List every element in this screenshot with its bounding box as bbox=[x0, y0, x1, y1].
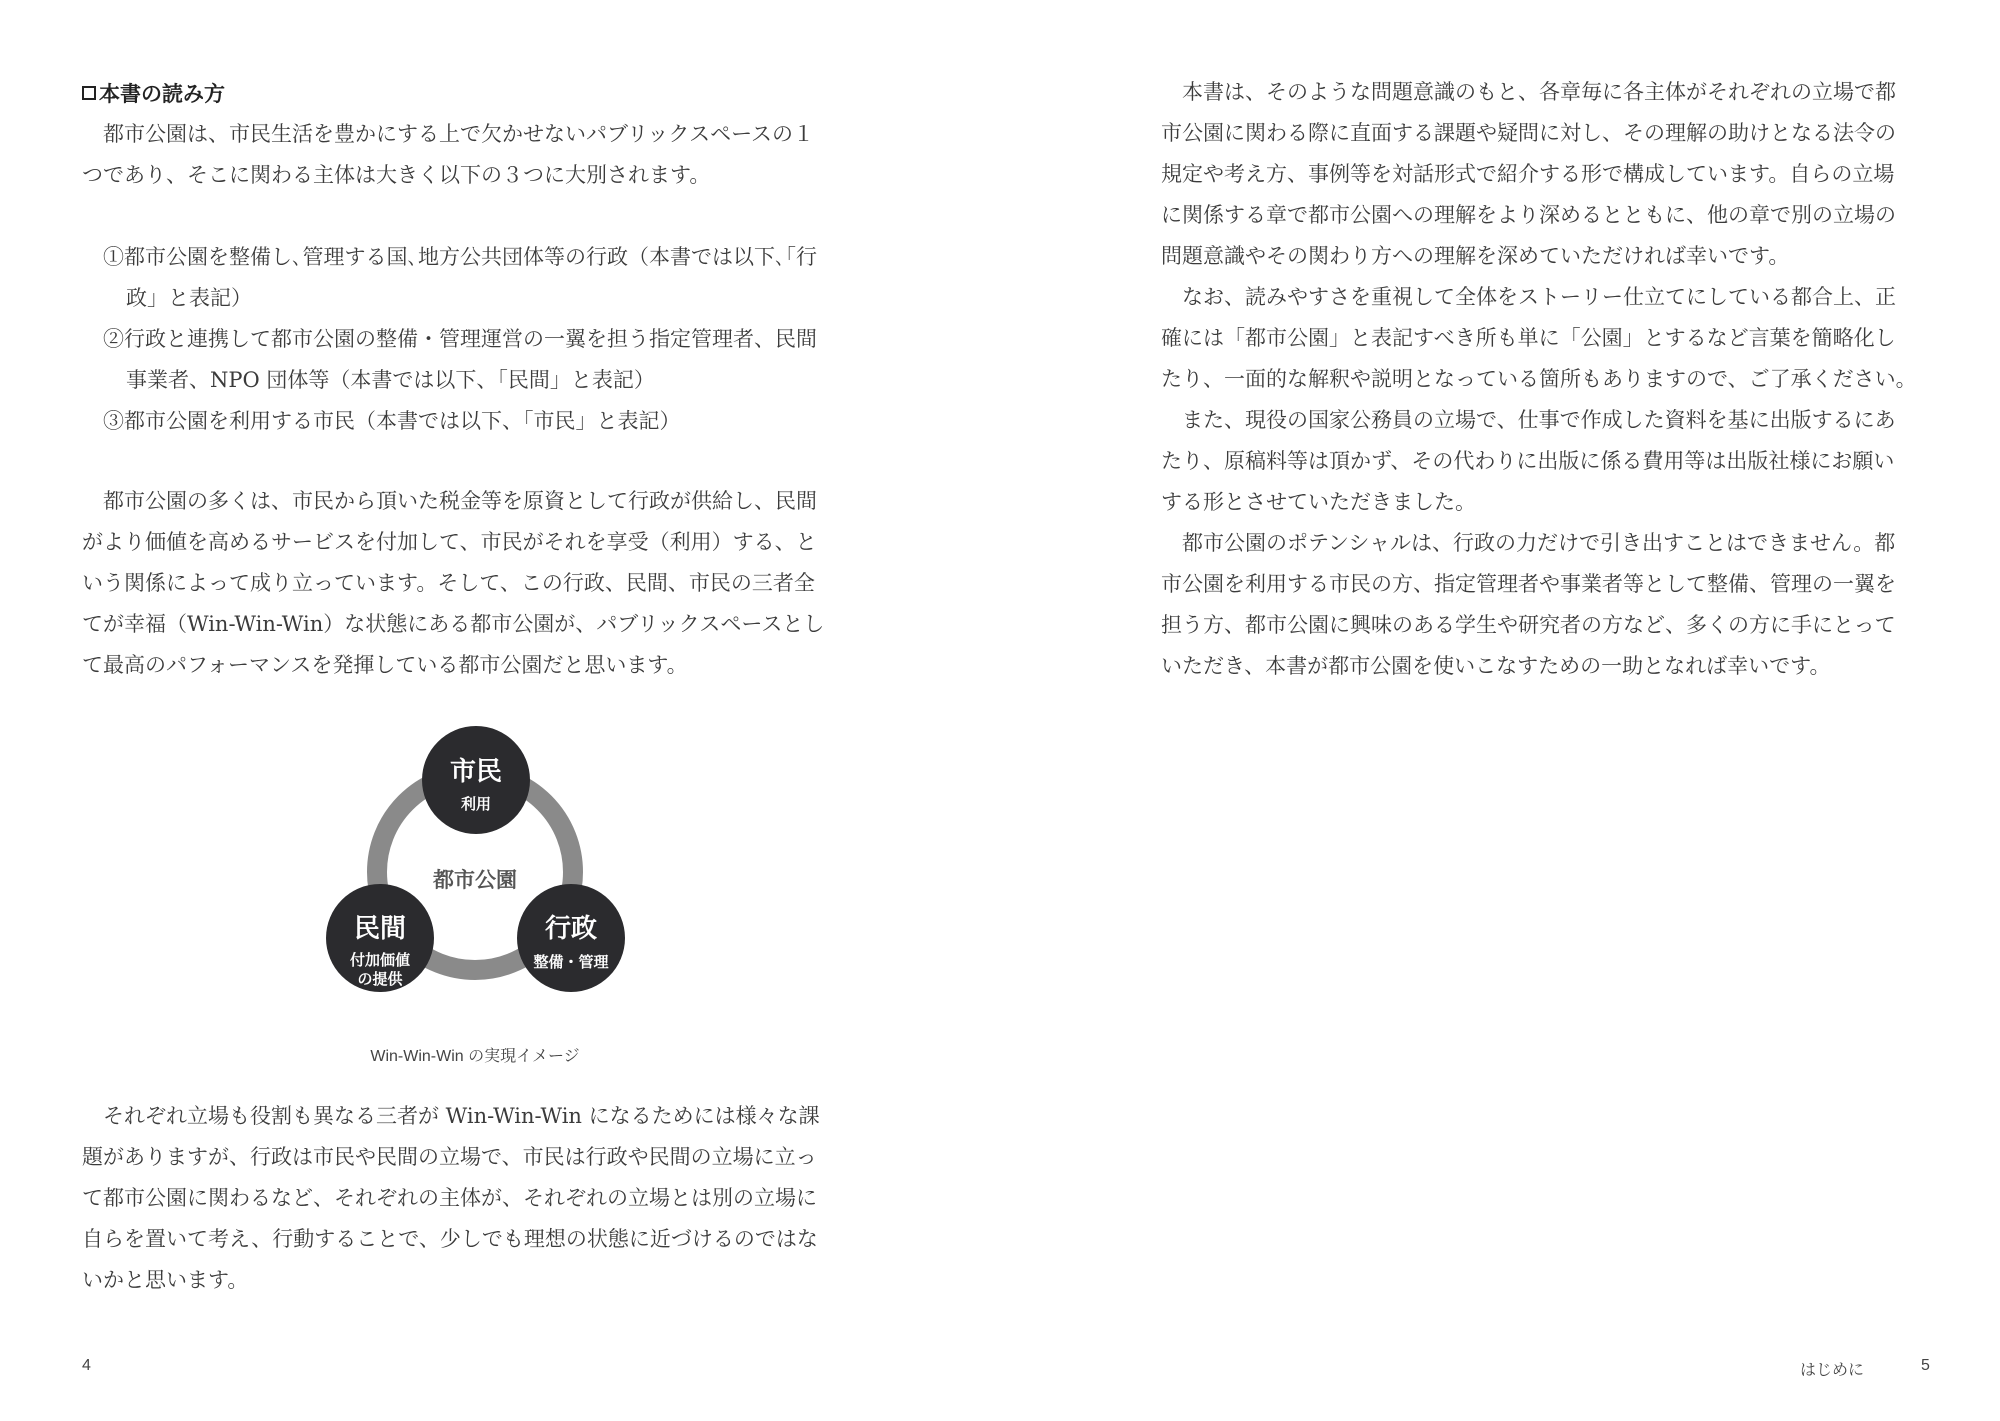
text-line: また、現役の国家公務員の立場で、仕事で作成した資料を基に出版するにあ bbox=[1182, 408, 1896, 432]
running-head: はじめに bbox=[1800, 1360, 1865, 1379]
list-item-continuation: 政」と表記） bbox=[126, 286, 252, 310]
text-line: て最高のパフォーマンスを発揮している都市公園だと思います。 bbox=[82, 653, 688, 677]
text-line: て都市公園に関わるなど、それぞれの主体が、それぞれの立場とは別の立場に bbox=[82, 1186, 817, 1210]
text-line: 都市公園は、市民生活を豊かにする上で欠かせないパブリックスペースの１ bbox=[103, 122, 815, 146]
text-line: 市公園を利用する市民の方、指定管理者や事業者等として整備、管理の一翼を bbox=[1161, 572, 1896, 596]
text-line: たり、一面的な解釈や説明となっている箇所もありますので、ご了承ください。 bbox=[1161, 367, 1917, 391]
body-paragraph bbox=[1161, 277, 1917, 400]
text-line: いかと思います。 bbox=[82, 1268, 249, 1292]
diagram-center-label: 都市公園 bbox=[433, 868, 517, 892]
text-line: 都市公園の多くは、市民から頂いた税金等を原資として行政が供給し、民間 bbox=[103, 489, 817, 513]
text-line: たり、原稿料等は頂かず、その代わりに出版に係る費用等は出版社様にお願い bbox=[1161, 449, 1895, 473]
text-line: なお、読みやすさを重視して全体をストーリー仕立てにしている都合上、正 bbox=[1182, 285, 1896, 309]
text-line: つであり、そこに関わる主体は大きく以下の３つに大別されます。 bbox=[82, 163, 711, 187]
right-page bbox=[1000, 0, 2000, 1421]
text-line: 確には「都市公園」と表記すべき所も単に「公園」とするなど言葉を簡略化し bbox=[1161, 326, 1896, 350]
body-paragraph bbox=[1161, 523, 1896, 687]
node-private-title: 民間 bbox=[353, 914, 407, 944]
body-paragraph bbox=[1161, 72, 1896, 277]
closing-paragraph bbox=[82, 1096, 820, 1301]
diagram-svg bbox=[315, 725, 635, 1005]
text-line: がより価値を高めるサービスを付加して、市民がそれを享受（利用）する、と bbox=[82, 530, 817, 554]
text-line: 市公園に関わる際に直面する課題や疑問に対し、その理解の助けとなる法令の bbox=[1161, 121, 1896, 145]
node-government-sub: 整備・管理 bbox=[533, 953, 609, 971]
section-heading-text: 本書の読み方 bbox=[99, 82, 225, 106]
node-private-sub1: 付加価値 bbox=[349, 951, 411, 969]
body-paragraph bbox=[82, 481, 824, 686]
text-line: 題がありますが、行政は市民や民間の立場で、市民は行政や民間の立場に立っ bbox=[82, 1145, 817, 1169]
node-private-sub2: の提供 bbox=[357, 970, 403, 988]
node-government-title: 行政 bbox=[544, 914, 598, 944]
section-heading bbox=[82, 78, 225, 108]
win-win-win-diagram bbox=[315, 725, 635, 1005]
text-line: 問題意識やその関わり方への理解を深めていただければ幸いです。 bbox=[1161, 244, 1790, 268]
text-line: いう関係によって成り立っています。そして、この行政、民間、市民の三者全 bbox=[82, 571, 815, 595]
text-line: てが幸福（Win-Win-Win）な状態にある都市公園が、パブリックスペースとし bbox=[82, 612, 825, 636]
text-line: 自らを置いて考え、行動することで、少しでも理想の状態に近づけるのではな bbox=[82, 1227, 818, 1251]
text-line: に関係する章で都市公園への理解をより深めるとともに、他の章で別の立場の bbox=[1161, 203, 1896, 227]
list-item: ③都市公園を利用する市民（本書では以下、「市民」と表記） bbox=[103, 409, 681, 433]
text-line: 本書は、そのような問題意識のもと、各章毎に各主体がそれぞれの立場で都 bbox=[1182, 80, 1896, 104]
text-line: する形とさせていただきました。 bbox=[1161, 490, 1476, 514]
text-line: 担う方、都市公園に興味のある学生や研究者の方など、多くの方に手にとって bbox=[1161, 613, 1896, 637]
page-number-right: 5 bbox=[1921, 1357, 1930, 1374]
text-line: 都市公園のポテンシャルは、行政の力だけで引き出すことはできません。都 bbox=[1182, 531, 1896, 555]
list-item-continuation: 事業者、NPO 団体等（本書では以下、「民間」と表記） bbox=[126, 368, 655, 392]
intro-paragraph bbox=[82, 114, 814, 196]
subject-list bbox=[82, 237, 817, 442]
node-citizen-title: 市民 bbox=[449, 757, 503, 787]
list-item: ②行政と連携して都市公園の整備・管理運営の一翼を担う指定管理者、民間 bbox=[103, 327, 817, 351]
diagram-caption: Win-Win-Win の実現イメージ bbox=[370, 1048, 580, 1065]
node-citizen-sub: 利用 bbox=[460, 795, 492, 813]
text-line: それぞれ立場も役割も異なる三者が Win-Win-Win になるためには様々な課 bbox=[103, 1104, 820, 1128]
checkbox-icon bbox=[82, 86, 96, 100]
body-paragraph bbox=[1161, 400, 1896, 523]
page-number-left: 4 bbox=[82, 1357, 91, 1374]
list-item: ①都市公園を整備し､管理する国､地方公共団体等の行政（本書では以下､｢行 bbox=[103, 245, 817, 269]
text-line: 規定や考え方、事例等を対話形式で紹介する形で構成しています。自らの立場 bbox=[1161, 162, 1895, 186]
text-line: いただき、本書が都市公園を使いこなすための一助となれば幸いです。 bbox=[1161, 654, 1831, 678]
